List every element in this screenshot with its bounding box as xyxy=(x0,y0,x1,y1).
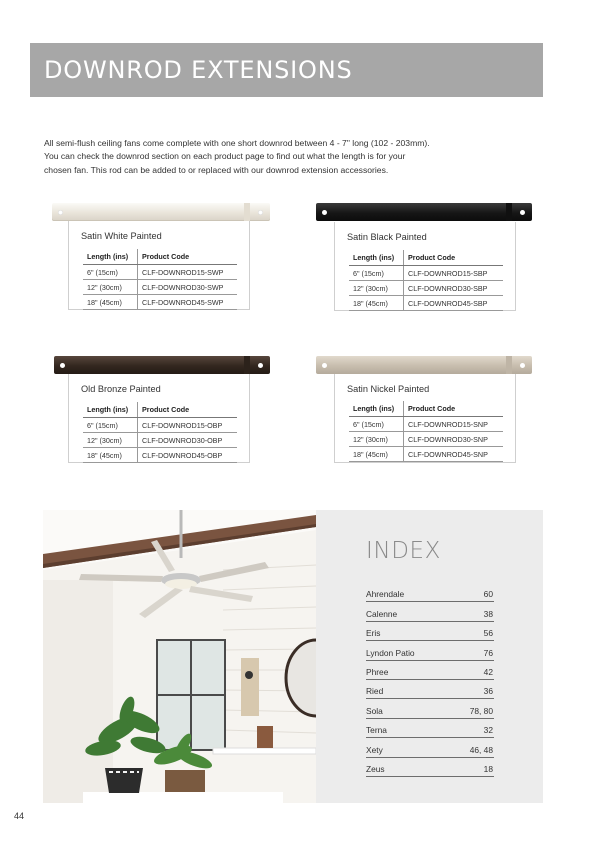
page-title: DOWNROD EXTENSIONS xyxy=(44,56,353,84)
intro-line: chosen fan. This rod can be added to or replaced with our downrod extension accessories. xyxy=(44,164,389,175)
index-entry-pages: 76 xyxy=(483,647,493,658)
table-row xyxy=(349,432,503,447)
length-cell: 12" (30cm) xyxy=(349,281,404,296)
product-code-table xyxy=(349,401,503,462)
index-list xyxy=(366,583,494,777)
index-title: INDEX xyxy=(366,538,441,564)
intro-paragraph xyxy=(44,137,484,177)
length-cell: 18" (45cm) xyxy=(349,447,404,462)
index-entry-name: Xety xyxy=(366,744,383,755)
code-cell: CLF-DOWNROD15-SBP xyxy=(404,266,504,281)
finish-name: Satin Nickel Painted xyxy=(347,384,430,394)
column-header: Length (ins) xyxy=(83,249,138,265)
table-row xyxy=(349,281,503,296)
index-entry xyxy=(366,738,494,757)
code-cell: CLF-DOWNROD15-SNP xyxy=(404,417,504,432)
table-row xyxy=(83,280,237,295)
table-row xyxy=(349,266,503,281)
index-entry xyxy=(366,583,494,602)
satin-black-downrod-image xyxy=(316,203,532,221)
title-bar xyxy=(30,43,543,97)
index-entry xyxy=(366,622,494,641)
length-cell: 6" (15cm) xyxy=(83,418,138,433)
index-entry-pages: 56 xyxy=(483,628,493,639)
length-cell: 6" (15cm) xyxy=(349,417,404,432)
index-entry xyxy=(366,641,494,660)
index-entry-name: Phree xyxy=(366,666,389,677)
length-cell: 12" (30cm) xyxy=(83,433,138,448)
code-cell: CLF-DOWNROD15-OBP xyxy=(138,418,238,433)
code-cell: CLF-DOWNROD30-SWP xyxy=(138,280,238,295)
index-entry-name: Zeus xyxy=(366,763,385,774)
table-row xyxy=(83,448,237,463)
room-illustration xyxy=(43,510,316,803)
index-entry xyxy=(366,680,494,699)
index-entry-pages: 38 xyxy=(483,608,493,619)
old-bronze-downrod-image xyxy=(54,356,270,374)
table-row xyxy=(349,447,503,462)
length-cell: 6" (15cm) xyxy=(83,265,138,280)
index-entry-pages: 18 xyxy=(483,763,493,774)
product-code-table xyxy=(349,250,503,311)
length-cell: 12" (30cm) xyxy=(83,280,138,295)
code-cell: CLF-DOWNROD30-SNP xyxy=(404,432,504,447)
finish-name: Old Bronze Painted xyxy=(81,384,161,394)
index-entry-pages: 78, 80 xyxy=(469,705,493,716)
finish-name: Satin White Painted xyxy=(81,231,162,241)
index-entry-name: Sola xyxy=(366,705,383,716)
table-row xyxy=(349,417,503,432)
index-entry xyxy=(366,758,494,777)
index-entry xyxy=(366,699,494,718)
code-cell: CLF-DOWNROD15-SWP xyxy=(138,265,238,280)
index-entry xyxy=(366,602,494,621)
page-number: 44 xyxy=(14,811,25,821)
finish-card-satin-black xyxy=(334,222,516,311)
intro-line: All semi-flush ceiling fans come complete with one short downrod between 4 - 7" long (102 - 203mm). xyxy=(44,138,430,148)
table-row xyxy=(83,418,237,433)
length-cell: 6" (15cm) xyxy=(349,266,404,281)
column-header: Product Code xyxy=(404,401,504,417)
column-header: Product Code xyxy=(138,402,238,418)
length-cell: 12" (30cm) xyxy=(349,432,404,447)
product-code-table xyxy=(83,249,237,310)
index-entry-pages: 46, 48 xyxy=(469,744,493,755)
finish-card-satin-nickel xyxy=(334,374,516,463)
index-entry-name: Ried xyxy=(366,686,384,697)
index-entry-name: Lyndon Patio xyxy=(366,647,415,658)
column-header: Length (ins) xyxy=(349,250,404,266)
length-cell: 18" (45cm) xyxy=(349,296,404,311)
table-row xyxy=(83,295,237,310)
intro-line: You can check the downrod section on each product page to find out what the length is for your xyxy=(44,151,406,162)
code-cell: CLF-DOWNROD45-OBP xyxy=(138,448,238,463)
column-header: Product Code xyxy=(404,250,504,266)
column-header: Length (ins) xyxy=(349,401,404,417)
table-row xyxy=(83,265,237,280)
index-entry-name: Ahrendale xyxy=(366,589,405,600)
finish-card-satin-white xyxy=(68,221,250,310)
index-entry-pages: 36 xyxy=(483,686,493,697)
index-entry-name: Calenne xyxy=(366,608,398,619)
index-entry-pages: 60 xyxy=(483,589,493,600)
satin-white-downrod-image xyxy=(52,203,270,221)
index-entry xyxy=(366,661,494,680)
code-cell: CLF-DOWNROD30-OBP xyxy=(138,433,238,448)
code-cell: CLF-DOWNROD45-SBP xyxy=(404,296,504,311)
index-entry-pages: 32 xyxy=(483,725,493,736)
ceiling-fan-room-photo xyxy=(43,510,316,803)
index-entry xyxy=(366,719,494,738)
table-row xyxy=(349,296,503,311)
length-cell: 18" (45cm) xyxy=(83,295,138,310)
table-row xyxy=(83,433,237,448)
index-entry-name: Terna xyxy=(366,725,387,736)
column-header: Length (ins) xyxy=(83,402,138,418)
code-cell: CLF-DOWNROD30-SBP xyxy=(404,281,504,296)
index-panel xyxy=(316,510,543,803)
satin-nickel-downrod-image xyxy=(316,356,532,374)
length-cell: 18" (45cm) xyxy=(83,448,138,463)
code-cell: CLF-DOWNROD45-SNP xyxy=(404,447,504,462)
finish-name: Satin Black Painted xyxy=(347,232,427,242)
index-entry-name: Eris xyxy=(366,628,381,639)
product-code-table xyxy=(83,402,237,463)
finish-card-old-bronze xyxy=(68,374,250,463)
code-cell: CLF-DOWNROD45-SWP xyxy=(138,295,238,310)
index-entry-pages: 42 xyxy=(483,666,493,677)
column-header: Product Code xyxy=(138,249,238,265)
